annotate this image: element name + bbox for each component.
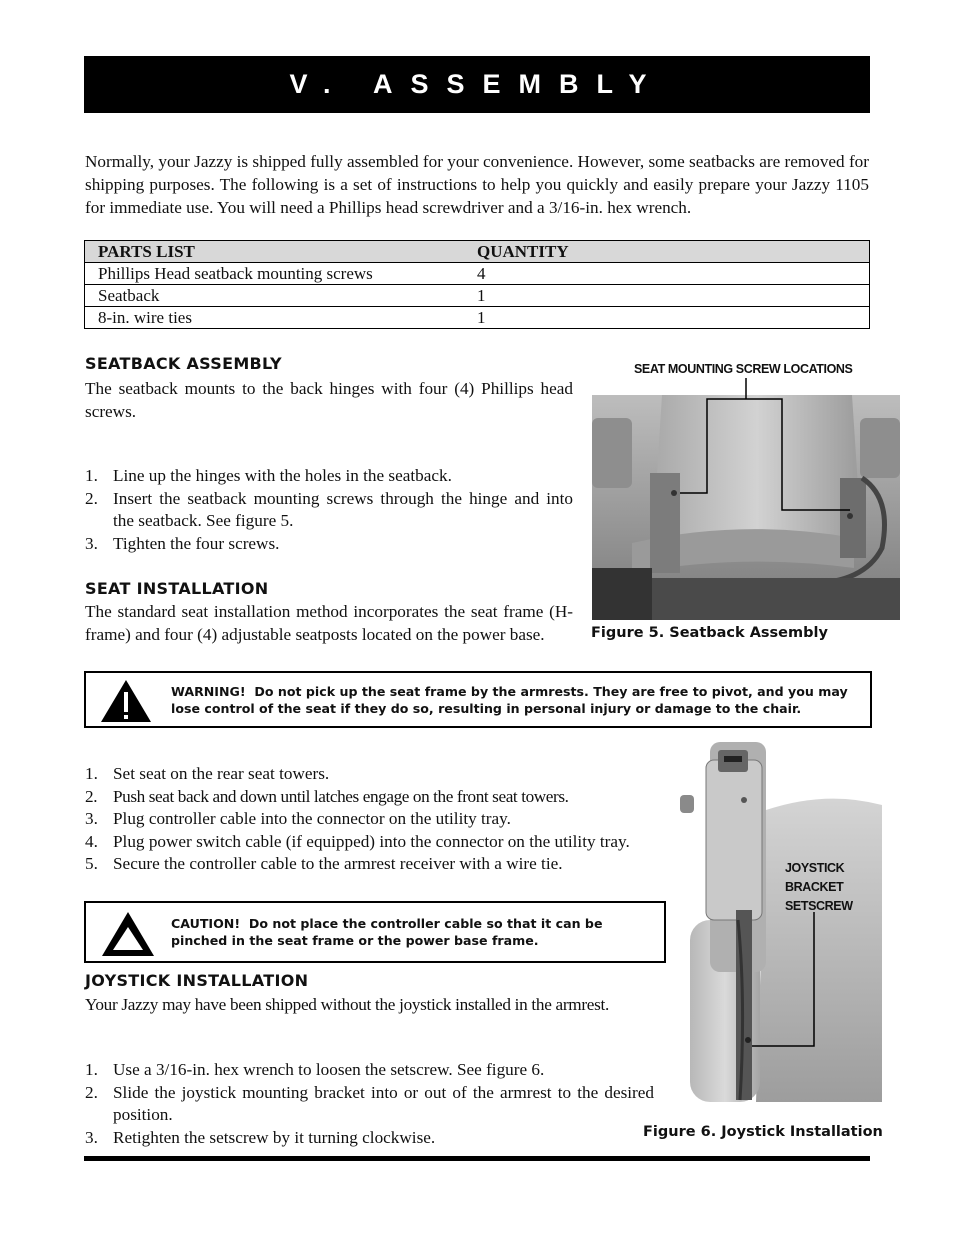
table-header-parts: PARTS LIST (85, 241, 465, 263)
figure5-image (592, 378, 900, 620)
caution-triangle-icon (86, 904, 170, 960)
seat-install-text: The standard seat installation method incorporates the seat frame (H-frame) and four (4) adjustable seatposts located on the power base. (85, 602, 573, 644)
section-title: V. ASSEMBLY (289, 69, 665, 99)
table-row (85, 263, 870, 285)
joystick-steps (85, 1059, 654, 1149)
figure6-caption: Figure 6. Joystick Installation (643, 1124, 883, 1140)
table-cell-part: Seatback (85, 285, 465, 307)
table-cell-quantity: 1 (464, 285, 870, 307)
list-item: 3. Plug controller cable into the connector on the utility tray. (85, 809, 511, 829)
seatback-text: The seatback mounts to the back hinges with four (4) Phillips head screws. (85, 379, 573, 421)
list-item: 2. Slide the joystick mounting bracket into or out of the armrest to the desired position. (85, 1082, 654, 1125)
list-item: 1. Use a 3/16-in. hex wrench to loosen the setscrew. See figure 6. (85, 1060, 545, 1079)
table-cell-part: Phillips Head seatback mounting screws (85, 263, 465, 285)
table-cell-part: 8-in. wire ties (85, 307, 465, 329)
bottom-rule (84, 1156, 870, 1161)
warning-text: WARNING! Do not pick up the seat frame by the armrests. They are free to pivot, and you may lose control of the seat if they do so, resulting in personal injury or damage to the chair. (171, 683, 848, 716)
figure6-image (676, 740, 886, 1104)
warning-label: WARNING! (171, 683, 246, 699)
list-item: 3. Tighten the four screws. (85, 533, 280, 553)
list-item: 2. Push seat back and down until latches engage on the front seat towers. (85, 786, 569, 806)
table-row (85, 307, 870, 329)
table-header-row (85, 241, 870, 263)
warning-box (84, 671, 872, 728)
joystick-heading: JOYSTICK INSTALLATION (85, 971, 309, 990)
figure5-caption: Figure 5. Seatback Assembly (591, 625, 828, 641)
list-item: 3. Retighten the setscrew by it turning clockwise. (85, 1127, 436, 1147)
joystick-text: Your Jazzy may have been shipped without the joystick installed in the armrest. (85, 995, 609, 1014)
seatback-steps (85, 465, 573, 555)
list-item: 4. Plug power switch cable (if equipped) into the connector on the utility tray. (85, 831, 630, 851)
seat-install-heading: SEAT INSTALLATION (85, 579, 269, 598)
section-banner (84, 56, 870, 113)
figure5-label: SEAT MOUNTING SCREW LOCATIONS (634, 362, 853, 376)
list-item: 2. Insert the seatback mounting screws through the hinge and into the seatback. See figure 5. (85, 488, 573, 531)
table-cell-quantity: 1 (464, 307, 870, 329)
caution-label: CAUTION! (171, 916, 241, 931)
caution-text: CAUTION! Do not place the controller cable so that it can be pinched in the seat frame or the power base frame. (171, 916, 603, 948)
list-item: 1. Line up the hinges with the holes in the seatback. (85, 466, 452, 485)
warning-triangle-icon (86, 674, 170, 726)
seatback-heading: SEATBACK ASSEMBLY (85, 354, 282, 373)
list-item: 1. Set seat on the rear seat towers. (85, 764, 330, 783)
seat-install-steps (85, 763, 654, 876)
figure6-label: JOYSTICK BRACKET SETSCREW (785, 861, 853, 913)
table-row (85, 285, 870, 307)
parts-table (84, 240, 870, 329)
table-cell-quantity: 4 (464, 263, 870, 285)
list-item: 5. Secure the controller cable to the armrest receiver with a wire tie. (85, 854, 563, 874)
table-header-quantity: QUANTITY (464, 241, 870, 263)
caution-box (84, 901, 666, 963)
intro-paragraph: Normally, your Jazzy is shipped fully assembled for your convenience. However, some seatbacks are removed for shipping purposes. The following is a set of instructions to help you quickly and easily prepare your Jazzy 1105 for immediate use. You will need a Phillips head screwdriver and a 3/16-in. hex wrench. (85, 152, 869, 217)
